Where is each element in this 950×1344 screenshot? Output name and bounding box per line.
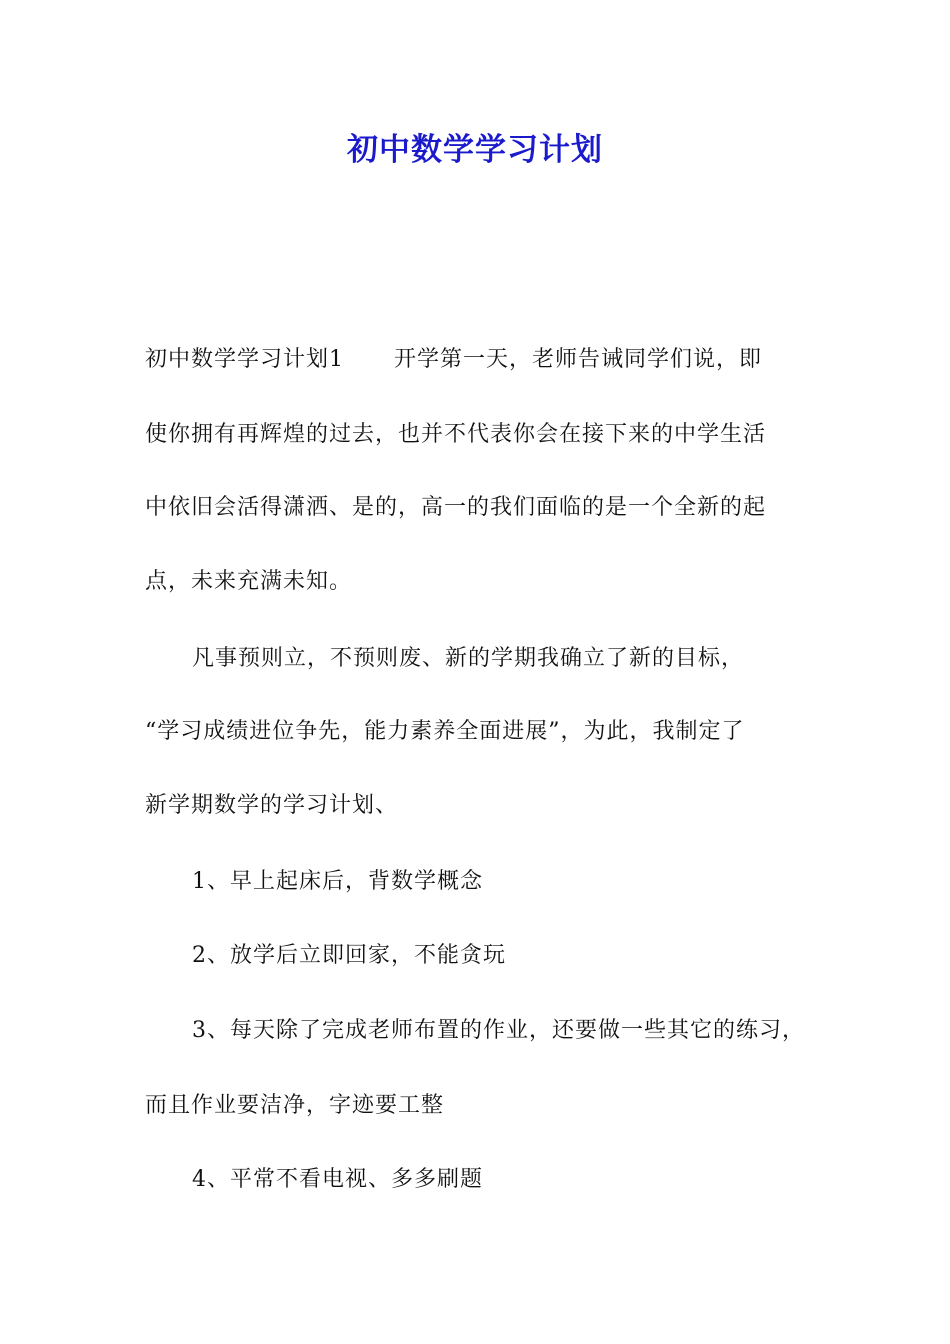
- list-item: 1、早上起床后，背数学概念: [192, 869, 483, 894]
- paragraph-line: [145, 345, 762, 375]
- paragraph-text: 开学第一天，老师告诫同学们说，即: [394, 347, 763, 372]
- list-item-continuation: 而且作业要洁净，字迹要工整: [145, 1093, 445, 1118]
- paragraph-line: “学习成绩进位争先，能力素养全面进展”，为此，我制定了: [145, 719, 745, 744]
- list-item: 3、每天除了完成老师布置的作业，还要做一些其它的练习，: [192, 1018, 805, 1043]
- list-item: 4、平常不看电视、多多刷题: [192, 1167, 483, 1192]
- list-item: 2、放学后立即回家，不能贪玩: [192, 943, 506, 968]
- document-title: 初中数学学习计划: [347, 132, 603, 168]
- paragraph-line: 中依旧会活得潇洒、是的，高一的我们面临的是一个全新的起: [145, 495, 767, 520]
- paragraph-line: 凡事预则立，不预则废、新的学期我确立了新的目标，: [192, 646, 745, 671]
- paragraph-line: 点，未来充满未知。: [145, 569, 353, 594]
- paragraph-line: 使你拥有再辉煌的过去，也并不代表你会在接下来的中学生活: [145, 422, 767, 447]
- section-heading: 初中数学学习计划1: [145, 347, 344, 372]
- paragraph-line: 新学期数学的学习计划、: [145, 793, 399, 818]
